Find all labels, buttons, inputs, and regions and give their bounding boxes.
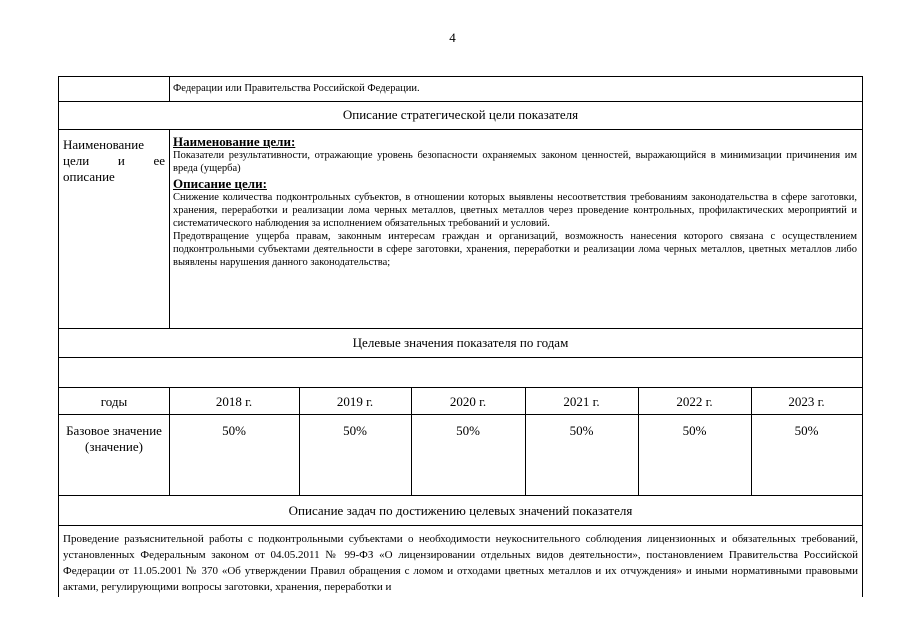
rule	[59, 525, 862, 526]
rule	[59, 414, 862, 415]
goal-desc-paragraph-2: Предотвращение ущерба правам, законным интересам граждан и организаций, возможность нанесения которого связана с осуществлением подконтрольными субъектами деятельности в сфере заготовки, хранения, переработки и реализации лома черных металлов, цветных металлов либо выявлены нарушения данного законодательства;	[173, 231, 857, 268]
rule	[59, 495, 862, 496]
indicator-table	[58, 76, 863, 597]
year-cell: 2020 г.	[449, 394, 487, 409]
rule	[59, 328, 862, 329]
section-goal-title: Описание стратегической цели показателя	[342, 107, 579, 122]
goal-content	[173, 135, 857, 269]
tasks-text: Проведение разъяснительной работы с подконтрольными субъектами о необходимости неукоснительного соблюдения лицензионных и обязательных требований, установленных Федеральным законом от 04.05.2011 № 99-ФЗ «О лицензировании отдельных видов деятельности», постановлением Правительства Российской Федерации от 11.05.2001 № 370 «Об утверждении Правил обращения с ломом и отходами цветных металлов и их отчуждения» и иными нормативными правовыми актами, регулирующими вопросы заготовки, хранения, переработки и	[63, 533, 858, 593]
base-value-cell: 50%	[682, 423, 707, 438]
year-cell: 2018 г.	[215, 394, 253, 409]
rule	[59, 387, 862, 388]
section-targets-title: Целевые значения показателя по годам	[352, 335, 569, 350]
base-value-cell: 50%	[794, 423, 819, 438]
year-cell: 2019 г.	[336, 394, 374, 409]
base-value-cell: 50%	[222, 423, 246, 438]
year-cell: 2022 г.	[676, 394, 713, 409]
goal-desc-paragraph-1: Снижение количества подконтрольных субъектов, в отношении которых выявлены несоответствия требованиям законодательства в сфере заготовки, хранения, переработки и реализации лома черных металлов, цветных металлов через проведение контрольных, профилактических мероприятий и систематического наблюдения за исполнением обязательных требований и условий.	[173, 192, 857, 229]
rule	[59, 129, 862, 130]
year-cell: 2021 г.	[563, 394, 600, 409]
rule	[59, 101, 862, 102]
goal-left-label: Наименование цели и ее описание	[63, 137, 165, 184]
year-cell: 2023 г.	[788, 394, 825, 409]
goal-name-heading: Наименование цели:	[173, 134, 296, 149]
rule	[59, 357, 862, 358]
section-tasks-title: Описание задач по достижению целевых значений показателя	[288, 503, 633, 518]
rule	[169, 129, 170, 328]
goal-desc-heading: Описание цели:	[173, 176, 267, 191]
years-label: годы	[100, 394, 128, 409]
base-value-cell: 50%	[343, 423, 367, 438]
goal-name-text: Показатели результативности, отражающие уровень безопасности охраняемых законом ценностей, выражающийся в минимизации причинения им вреда (ущерба)	[173, 150, 857, 174]
base-value-cell: 50%	[456, 423, 480, 438]
continuation-text: Федерации или Правительства Российской Федерации.	[173, 83, 420, 94]
base-value-cell: 50%	[569, 423, 594, 438]
page-number: 4	[449, 30, 456, 45]
rule	[169, 77, 170, 101]
base-value-label: Базовое значение (значение)	[66, 423, 162, 454]
